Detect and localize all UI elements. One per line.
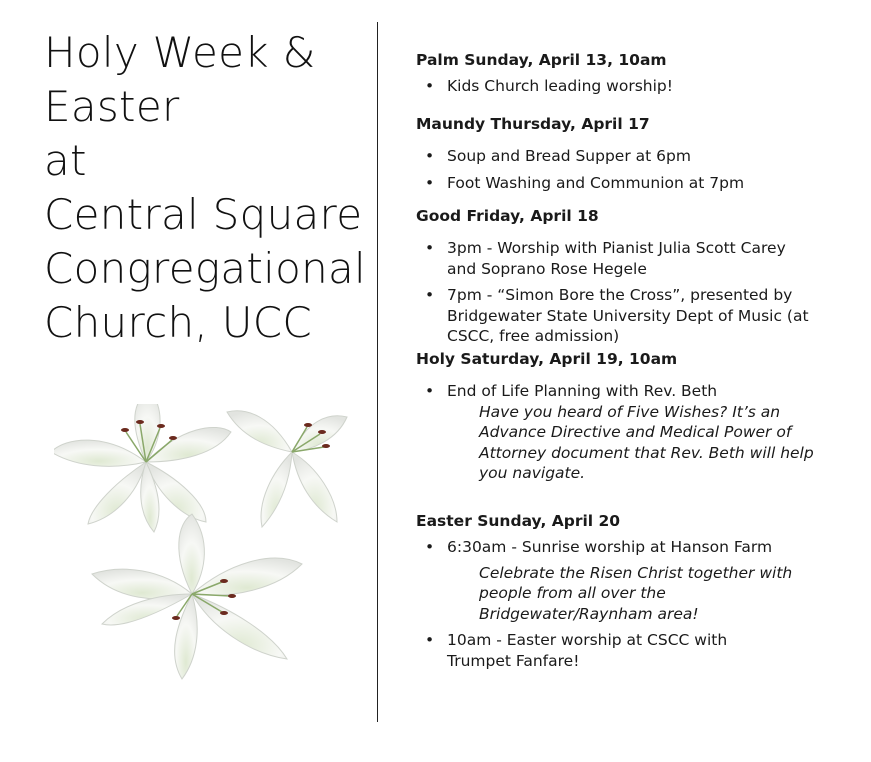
vertical-divider xyxy=(377,22,378,722)
title-line: at xyxy=(44,136,87,185)
event-items xyxy=(416,146,744,193)
event-title: Maundy Thursday, April 17 xyxy=(416,115,650,133)
page-title xyxy=(44,26,367,350)
title-line: Central Square xyxy=(44,190,363,239)
list-item-text: • End of Life Planning with Rev. Beth xyxy=(447,382,718,400)
list-item xyxy=(416,381,836,484)
list-item: • Foot Washing and Communion at 7pm xyxy=(416,173,744,194)
list-item: • 3pm - Worship with Pianist Julia Scott Carey and Soprano Rose Hegele xyxy=(416,238,811,279)
white-lilies-icon xyxy=(54,404,354,686)
list-item-text: • 10am - Easter worship at CSCC with Trumpet Fanfare! xyxy=(447,631,728,670)
event-items xyxy=(416,537,836,671)
event-good-friday xyxy=(416,206,811,347)
list-item: • Kids Church leading worship! xyxy=(416,76,673,97)
title-line: Congregational xyxy=(44,244,367,293)
event-palm-sunday xyxy=(416,50,673,97)
list-item-note: Celebrate the Risen Christ together with people from all over the Bridgewater/Raynham area! xyxy=(479,563,793,623)
event-items xyxy=(416,76,673,97)
list-item-text: • 6:30am - Sunrise worship at Hanson Farm xyxy=(447,538,773,556)
list-item-note: Have you heard of Five Wishes? It’s an Advance Directive and Medical Power of Attorney document that Rev. Beth will help you navigate. xyxy=(479,402,814,482)
title-line: Holy Week & xyxy=(44,28,316,77)
event-holy-saturday xyxy=(416,349,836,484)
event-items xyxy=(416,238,811,347)
event-title: Palm Sunday, April 13, 10am xyxy=(416,51,667,69)
title-line: Church, UCC xyxy=(44,298,313,347)
event-items xyxy=(416,381,836,484)
event-easter-sunday xyxy=(416,511,836,671)
event-title: Easter Sunday, April 20 xyxy=(416,512,621,530)
list-item xyxy=(416,630,836,671)
lily-top-right xyxy=(227,411,347,527)
event-title: Good Friday, April 18 xyxy=(416,207,599,225)
list-item xyxy=(416,537,836,624)
lily-bottom xyxy=(92,514,302,679)
event-title: Holy Saturday, April 19, 10am xyxy=(416,350,678,368)
list-item: • 7pm - “Simon Bore the Cross”, presented by Bridgewater State University Dept of Music (at CSCC, free admission) xyxy=(416,285,811,347)
list-item: • Soup and Bread Supper at 6pm xyxy=(416,146,744,167)
title-line: Easter xyxy=(44,82,180,131)
lily-top-left xyxy=(54,404,231,532)
event-maundy-thursday xyxy=(416,114,744,193)
